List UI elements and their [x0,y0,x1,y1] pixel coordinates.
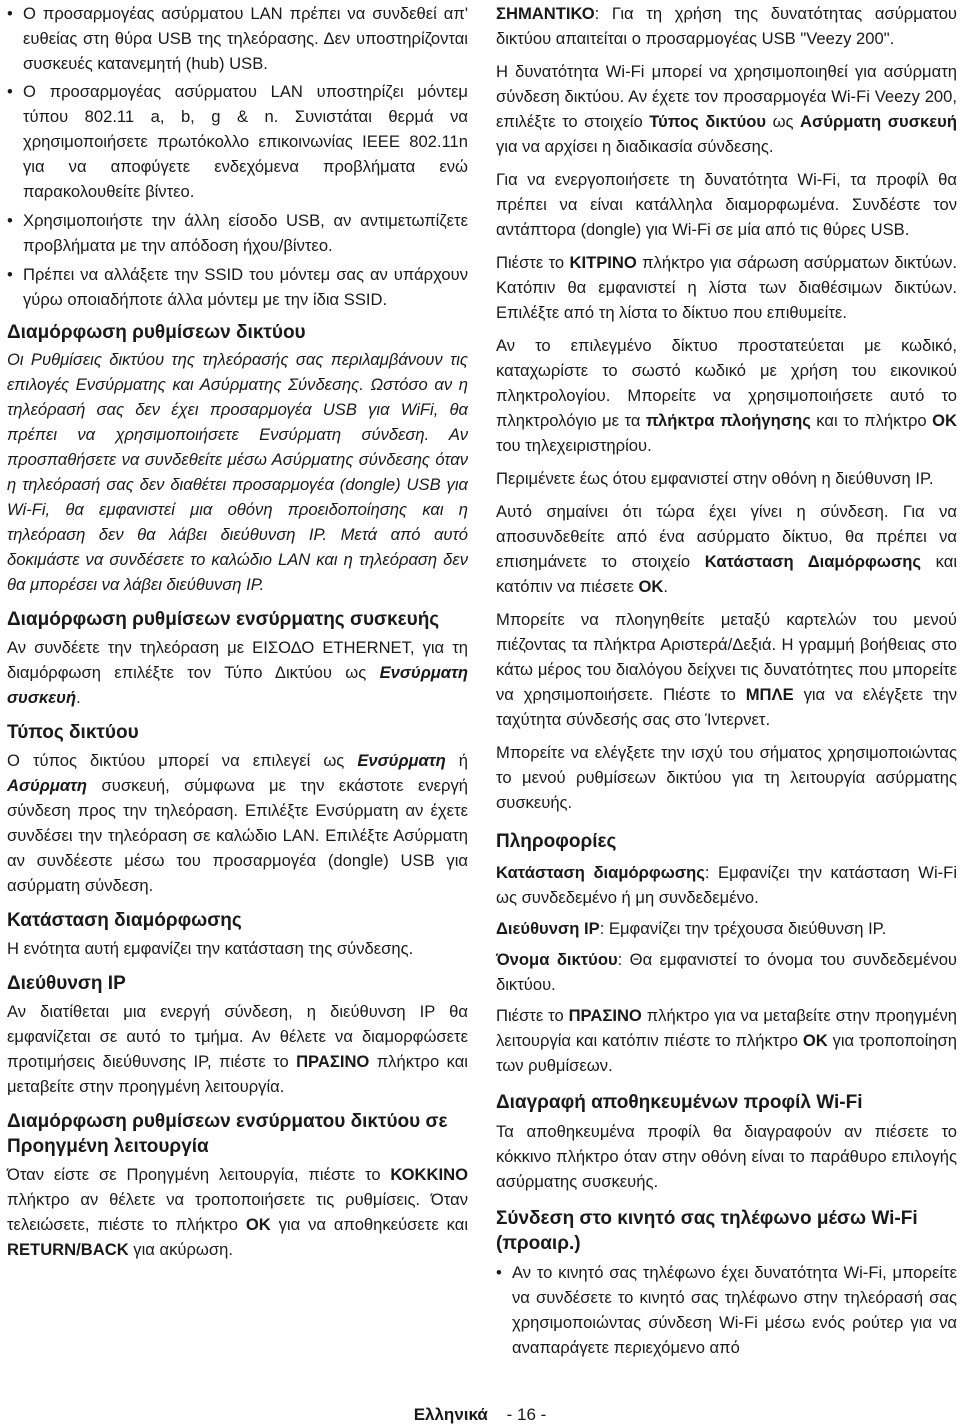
bullet-item: • Ο προσαρμογέας ασύρματου LAN πρέπει να συνδεθεί απ' ευθείας στη θύρα USB της τηλεόρασης. Δεν υποστηρίζονται συσκευές κατανεμητή (hub) USB. [7,1,468,76]
advanced-mode-green-text: Πιέστε το ΠΡΑΣΙΝΟ πλήκτρο για να μεταβείτε στην προηγμένη λειτουργία και κατόπιν πιέστε το πλήκτρο OK για τροποποίηση των ρυθμίσεων. [496,1006,957,1075]
heading-network-settings: Διαμόρφωση ρυθμίσεων δικτύου [7,322,306,343]
ip-address-text: Αν διατίθεται μια ενεργή σύνδεση, η διεύθυνση IP θα εμφανίζεται σε αυτό το τμήμα. Αν θέλετε να διαμορφώσετε προτιμήσεις διεύθυνσης IP, πιέστε το ΠΡΑΣΙΝΟ πλήκτρο και μεταβείτε στην προηγμένη λειτουργία. [7,1002,468,1096]
network-type-text: Ο τύπος δικτύου μπορεί να επιλεγεί ως Ενσύρματη ή Ασύρματη συσκευή, σύμφωνα με την εκάστοτε ενεργή σύνδεση προς την τηλεόραση. Επιλέξτε Ενσύρματη αν έχετε συνδέσει την τηλεόραση σε καλώδιο LAN. Επιλέξτε Ασύρματη αν συνδέεστε μέσω του προσαρμογέα (dongle) USB για ασύρματη σύνδεση. [7,751,468,895]
wired-settings-text: Αν συνδέετε την τηλεόραση με ΕΙΣΟΔΟ ETHERNET, για τη διαμόρφωση επιλέξτε τον Τύπο Δικτύου ως Ενσύρματη συσκευή. [7,638,468,707]
network-settings-text: Οι Ρυθμίσεις δικτύου της τηλεόρασής σας περιλαμβάνουν τις επιλογές Ενσύρματης και Ασύρματης Σύνδεσης. Ωστόσο αν η τηλεόρασή σας δεν έχει προσαρμογέα USB για WiFi, θα πρέπει να χρησιμοποιήσετε Ενσύρματη σύνδεση. Αν προσπαθήσετε να συνδεθείτε μέσω Ασύρματης σύνδεσης όταν η τηλεόρασή σας δεν διαθέτει προσαρμογέα (dongle) USB για Wi-Fi, θα εμφανιστεί μια οθόνη προειδοποίησης και η τηλεόραση δεν θα λάβει διεύθυνση IP. Μετά από αυτό δοκιμάστε να συνδέσετε το καλώδιο LAN και η τηλεόραση δεν θα μπορέσει να λάβει διεύθυνση IP. [7,350,468,594]
advanced-mode-text: Όταν είστε σε Προηγμένη λειτουργία, πιέστε το ΚΟΚΚΙΝΟ πλήκτρο αν θέλετε να τροποποιήσετε τις ρυθμίσεις. Όταν τελειώσετε, πιέστε το πλήκτρο OK για να αποθηκεύσετε και RETURN/BACK για ακύρωση. [7,1165,469,1259]
heading-mobile-connect: Σύνδεση στο κινητό σας τηλέφωνο μέσω Wi-Fi (προαιρ.) [496,1208,918,1254]
wait-ip-text: Περιμένετε έως ότου εμφανιστεί στην οθόνη η διεύθυνση IP. [496,469,934,488]
heading-advanced-mode: Διαμόρφωση ρυθμίσεων ενσύρματου δικτύου σε Προηγμένη λειτουργία [7,1111,448,1157]
connected-text: Αυτό σημαίνει ότι τώρα έχει γίνει η σύνδεση. Για να αποσυνδεθείτε από ένα ασύρματο δίκτυο, θα πρέπει να επισημάνετε το στοιχείο Κατάσταση Διαμόρφωσης και κατόπιν να πιέσετε OK. [496,502,958,596]
heading-information: Πληροφορίες [496,831,617,852]
heading-ip-address: Διεύθυνση IP [7,973,126,994]
info-network-name: Όνομα δικτύου: Θα εμφανιστεί το όνομα του συνδεδεμένου δικτύου. [496,950,957,994]
heading-wired-settings: Διαμόρφωση ρυθμίσεων ενσύρματης συσκευής [7,609,440,630]
heading-config-status: Κατάσταση διαμόρφωσης [7,910,242,931]
enable-wifi-text: Για να ενεργοποιήσετε τη δυνατότητα Wi-Fi, τα προφίλ θα πρέπει να είναι κατάλληλα διαμορφωμένα. Συνδέστε τον αντάπτορα (dongle) για Wi-Fi σε μία από τις θύρες USB. [496,170,957,239]
bullet-item: • Αν το κινητό σας τηλέφωνο έχει δυνατότητα Wi-Fi, μπορείτε να συνδέσετε το κινητό σας τηλέφωνο στην τηλεόρασή σας χρησιμοποιώντας σύνδεση Wi-Fi μέσω ενός ρούτερ για να αναπαράγετε περιεχόμενο από [496,1260,957,1360]
delete-profiles-text: Τα αποθηκευμένα προφίλ θα διαγραφούν αν πιέσετε το κόκκινο πλήκτρο όταν στην οθόνη είναι το παράθυρο επιλογής ασύρματης συσκευής. [496,1122,957,1191]
page-number: - 16 - [506,1405,547,1424]
info-ip-address: Διεύθυνση IP: Εμφανίζει την τρέχουσα διεύθυνση IP. [496,919,887,938]
signal-strength-text: Μπορείτε να ελέγξετε την ισχύ του σήματος χρησιμοποιώντας το μενού ρυθμίσεων δικτύου για τη λειτουργία ασύρματης συσκευής. [496,743,957,812]
important-note: ΣΗΜΑΝΤΙΚΟ: Για τη χρήση της δυνατότητας ασύρματου δικτύου απαιτείται ο προσαρμογέας USB "Veezy 200". [496,4,957,48]
info-config-status: Κατάσταση διαμόρφωσης: Εμφανίζει την κατάσταση Wi-Fi ως συνδεδεμένο ή μη συνδεδεμένο. [496,863,958,907]
heading-delete-profiles: Διαγραφή αποθηκευμένων προφίλ Wi-Fi [496,1092,863,1113]
password-text: Αν το επιλεγμένο δίκτυο προστατεύεται με κωδικό, καταχωρίστε το σωστό κωδικό με χρήση του εικονικού πληκτρολογίου. Μπορείτε να χρησιμοποιήσετε αυτό το πληκτρολόγιο με τα πλήκτρα πλοήγησης και το πλήκτρο OK του τηλεχειριστηρίου. [496,336,957,455]
footer-language: Ελληνικά [413,1405,488,1424]
navigation-text: Μπορείτε να πλοηγηθείτε μεταξύ καρτελών του μενού πιέζοντας τα πλήκτρα Αριστερά/Δεξιά. Η γραμμή βοήθειας στο κάτω μέρος του διαλόγου δείχνει τις δυνατότητες που μπορείτε να χρησιμοποιήσετε. Πιέστε το ΜΠΛΕ για να ελέγξετε την ταχύτητα σύνδεσής σας στο Ίντερνετ. [496,610,957,729]
left-column [7,0,468,1262]
page-footer [0,1404,960,1426]
bullet-item: • Πρέπει να αλλάξετε την SSID του μόντεμ σας αν υπάρχουν γύρω οποιαδήποτε άλλα μόντεμ με την ίδια SSID. [7,262,468,312]
wifi-intro-text: Η δυνατότητα Wi-Fi μπορεί να χρησιμοποιηθεί για ασύρματη σύνδεση δικτύου. Αν έχετε τον προσαρμογέα Wi-Fi Veezy 200, επιλέξτε το στοιχείο Τύπος δικτύου ως Ασύρματη συσκευή για να αρχίσει η διαδικασία σύνδεσης. [496,62,957,156]
bullet-item: • Ο προσαρμογέας ασύρματου LAN υποστηρίζει μόντεμ τύπου 802.11 a, b, g & n. Συνιστάται θερμά να χρησιμοποιήσετε πρωτόκολλο επικοινωνίας IEEE 802.11n για να αποφύγετε ενδεχόμενα προβλήματα ενώ παρακολουθείτε βίντεο. [7,79,468,204]
scan-networks-text: Πιέστε το ΚΙΤΡΙΝΟ πλήκτρο για σάρωση ασύρματων δικτύων. Κατόπιν θα εμφανιστεί η λίστα των διαθέσιμων δικτύων. Επιλέξτε από τη λίστα το δίκτυο που επιθυμείτε. [496,253,957,322]
right-column [496,0,957,1360]
heading-network-type: Τύπος δικτύου [7,722,139,743]
bullet-item: • Χρησιμοποιήστε την άλλη είσοδο USB, αν αντιμετωπίζετε προβλήματα με την απόδοση ήχου/βίντεο. [7,208,468,258]
config-status-text: Η ενότητα αυτή εμφανίζει την κατάσταση της σύνδεσης. [7,939,414,958]
